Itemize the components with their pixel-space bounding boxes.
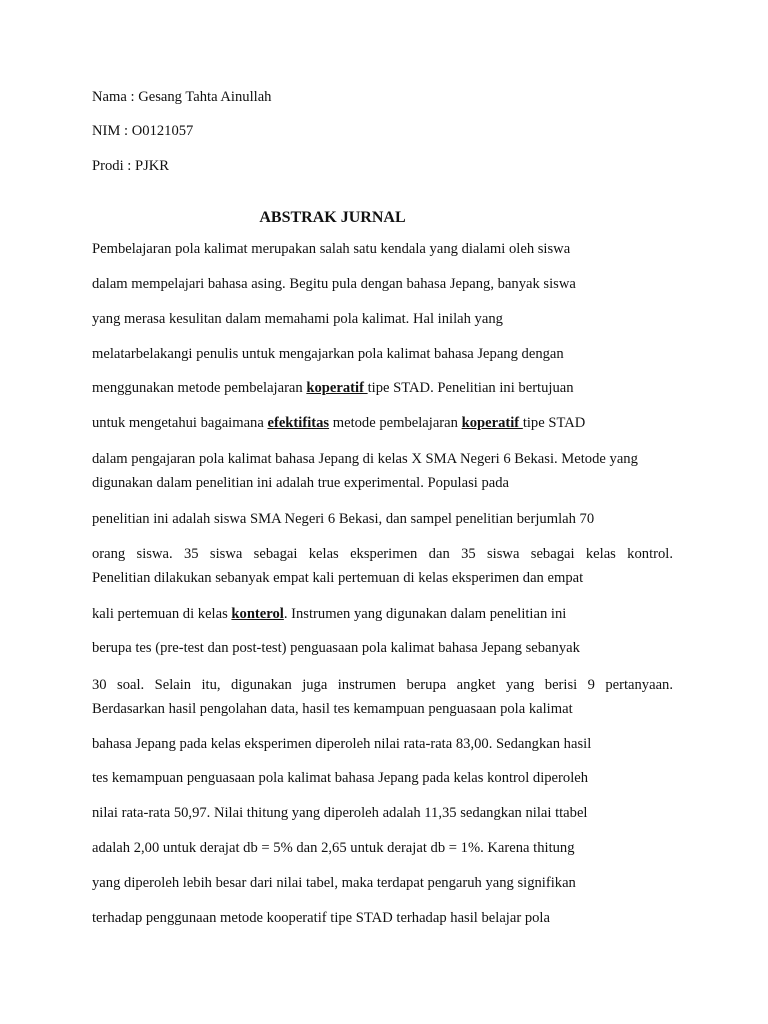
abstract-line bbox=[92, 414, 673, 432]
abstract-line: berupa tes (pre-test dan post-test) penguasaan pola kalimat bahasa Jepang sebanyak bbox=[92, 640, 580, 656]
line-text: untuk mengetahui bagaimana bbox=[92, 415, 268, 431]
abstract-line: adalah 2,00 untuk derajat db = 5% dan 2,65 untuk derajat db = 1%. Karena thitung bbox=[92, 840, 575, 856]
underlined-word: efektifitas bbox=[267, 415, 330, 431]
abstract-line bbox=[92, 605, 673, 623]
abstract-line: Berdasarkan hasil pengolahan data, hasil tes kemampuan penguasaan pola kalimat bbox=[92, 701, 573, 717]
line-text: kali pertemuan di kelas bbox=[92, 606, 232, 622]
abstract-line: bahasa Jepang pada kelas eksperimen diperoleh nilai rata-rata 83,00. Sedangkan hasil bbox=[92, 736, 592, 752]
underlined-word: koperatif bbox=[461, 415, 523, 431]
abstract-line: nilai rata-rata 50,97. Nilai thitung yang diperoleh adalah 11,35 sedangkan nilai ttabel bbox=[92, 805, 588, 821]
abstract-line: digunakan dalam penelitian ini adalah true experimental. Populasi pada bbox=[92, 475, 509, 491]
line-text: tipe STAD bbox=[522, 415, 586, 431]
abstract-line: 30 soal. Selain itu, digunakan juga instrumen berupa angket yang berisi 9 pertanyaan. bbox=[92, 677, 673, 693]
abstract-line: tes kemampuan penguasaan pola kalimat bahasa Jepang pada kelas kontrol diperoleh bbox=[92, 770, 589, 786]
abstract-line: penelitian ini adalah siswa SMA Negeri 6 Bekasi, dan sampel penelitian berjumlah 70 bbox=[92, 511, 595, 527]
header-prodi: Prodi : PJKR bbox=[92, 158, 170, 174]
header-nama: Nama : Gesang Tahta Ainullah bbox=[92, 89, 272, 105]
line-text: menggunakan metode pembelajaran bbox=[92, 380, 307, 396]
underlined-word: koperatif bbox=[306, 380, 368, 396]
abstract-line bbox=[92, 379, 673, 397]
abstract-line: dalam mempelajari bahasa asing. Begitu pula dengan bahasa Jepang, banyak siswa bbox=[92, 276, 576, 292]
header-nim: NIM : O0121057 bbox=[92, 123, 194, 139]
line-text: . Instrumen yang digunakan dalam penelitian ini bbox=[283, 606, 567, 622]
abstract-line: Penelitian dilakukan sebanyak empat kali pertemuan di kelas eksperimen dan empat bbox=[92, 570, 584, 586]
abstract-line: yang merasa kesulitan dalam memahami pola kalimat. Hal inilah yang bbox=[92, 311, 503, 327]
underlined-word: konterol bbox=[231, 606, 284, 622]
abstract-line: terhadap penggunaan metode kooperatif tipe STAD terhadap hasil belajar pola bbox=[92, 910, 550, 926]
line-text: tipe STAD. Penelitian ini bertujuan bbox=[367, 380, 574, 396]
abstract-line: Pembelajaran pola kalimat merupakan salah satu kendala yang dialami oleh siswa bbox=[92, 241, 571, 257]
abstract-line: yang diperoleh lebih besar dari nilai tabel, maka terdapat pengaruh yang signifikan bbox=[92, 875, 576, 891]
document-title: ABSTRAK JURNAL bbox=[259, 209, 406, 226]
abstract-line: orang siswa. 35 siswa sebagai kelas eksperimen dan 35 siswa sebagai kelas kontrol. bbox=[92, 546, 673, 562]
line-text: metode pembelajaran bbox=[329, 415, 462, 431]
abstract-line: dalam pengajaran pola kalimat bahasa Jepang di kelas X SMA Negeri 6 Bekasi. Metode yang bbox=[92, 451, 638, 467]
abstract-line: melatarbelakangi penulis untuk mengajarkan pola kalimat bahasa Jepang dengan bbox=[92, 346, 564, 362]
